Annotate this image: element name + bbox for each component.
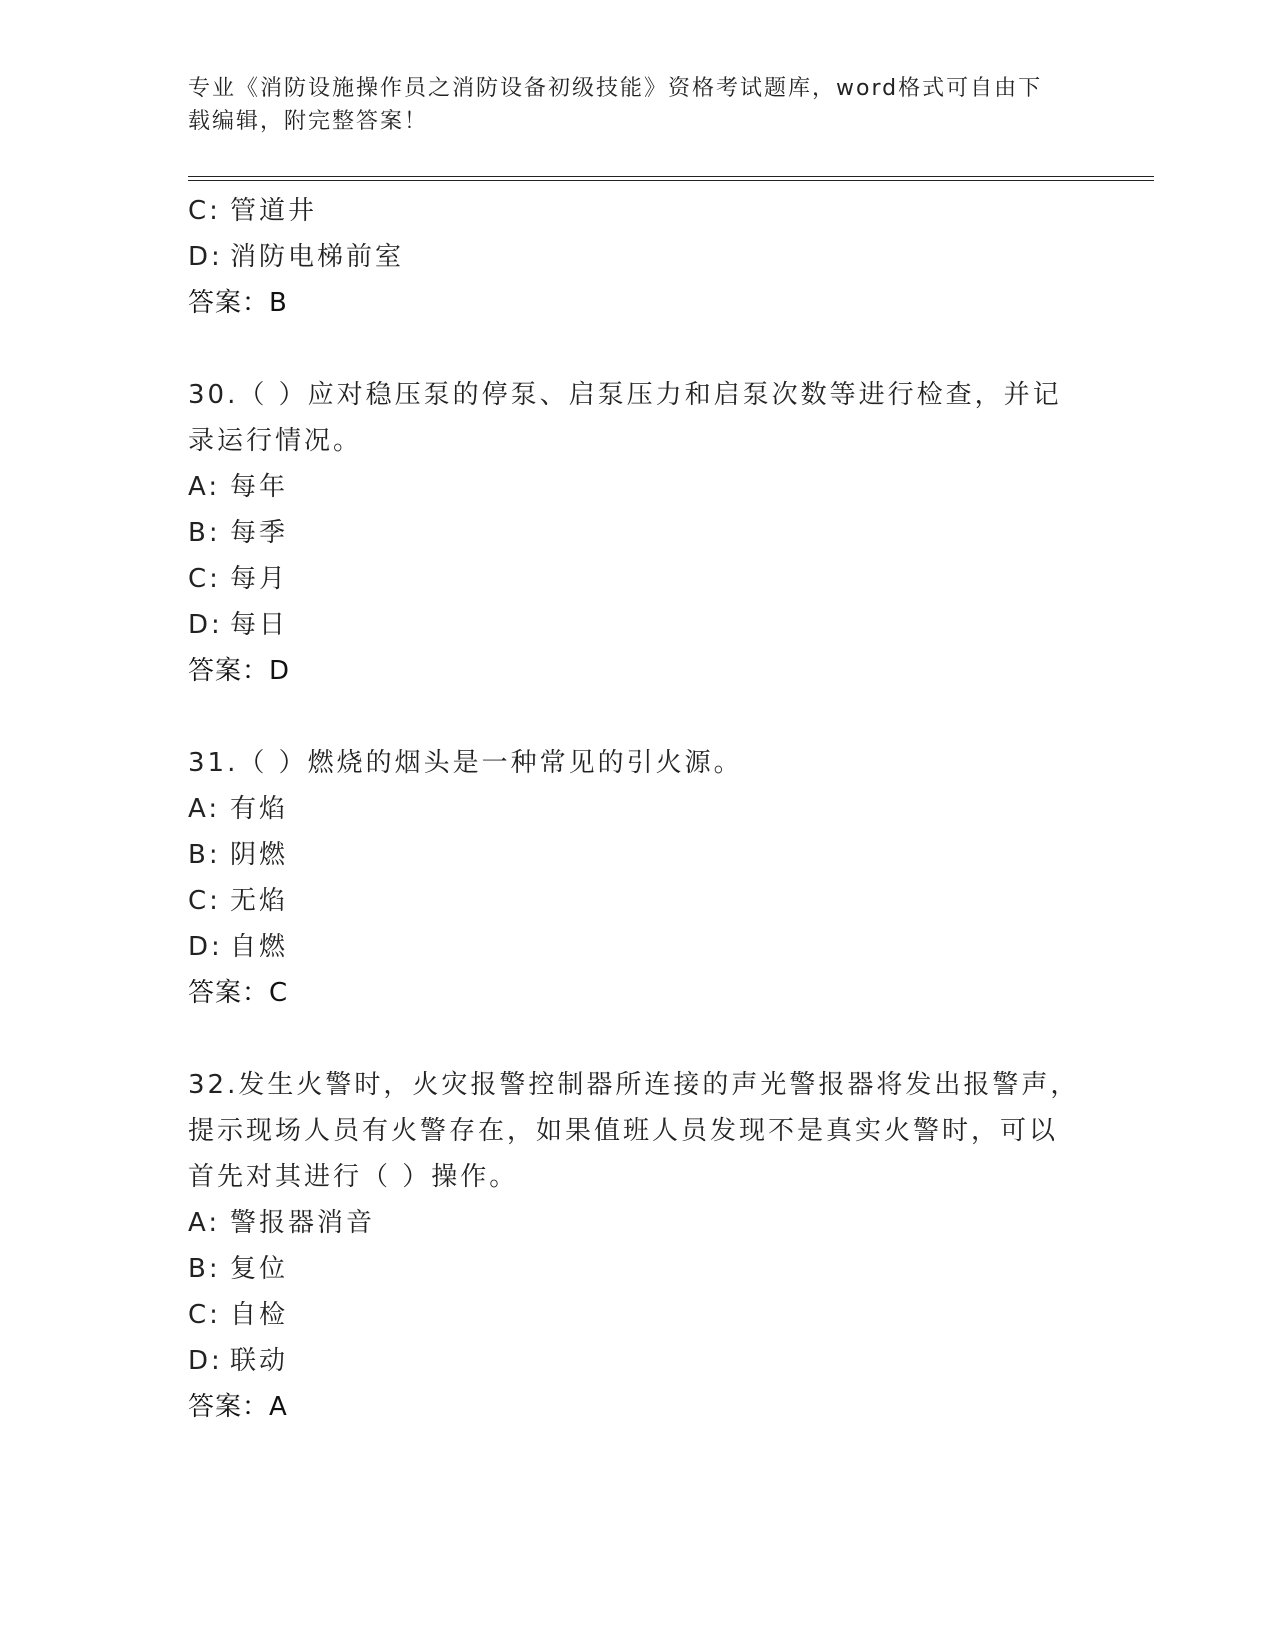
question-content [188,188,1088,1430]
option-c [188,556,1088,602]
option-text: 无焰 [230,886,289,916]
option-d [188,1338,1088,1384]
header-line-1: 专业《消防设施操作员之消防设备初级技能》资格考试题库，word格式可自由下 [188,76,1043,101]
question-stem-line: 31.（ ）燃烧的烟头是一种常见的引火源。 [188,748,743,778]
answer-line: 答案：B [188,288,288,318]
option-text: 每日 [230,610,289,640]
option-text: 管道井 [230,196,318,226]
option-text: 自燃 [230,932,289,962]
question-30 [188,372,1088,694]
header-line-2: 载编辑，附完整答案！ [188,109,429,134]
option-letter: C: [188,196,221,226]
option-text: 每季 [230,518,289,548]
answer-line: 答案：D [188,656,291,686]
option-text: 复位 [230,1254,289,1284]
option-letter: B: [188,518,221,548]
option-b [188,832,1088,878]
option-text: 警报器消音 [230,1208,376,1238]
question-stem-line: 30.（ ）应对稳压泵的停泵、启泵压力和启泵次数等进行检查，并记 [188,380,1062,410]
question-stem-line: 32.发生火警时，火灾报警控制器所连接的声光警报器将发出报警声， [188,1070,1080,1100]
option-letter: B: [188,840,221,870]
option-letter: A: [188,794,221,824]
option-letter: C: [188,564,221,594]
option-c [188,878,1088,924]
option-letter: D: [188,242,223,272]
option-letter: A: [188,1208,221,1238]
question-stem-line: 首先对其进行（ ）操作。 [188,1162,519,1192]
option-text: 每月 [230,564,289,594]
answer-line: 答案：C [188,978,289,1008]
option-a [188,786,1088,832]
option-text: 消防电梯前室 [230,242,405,272]
option-d [188,602,1088,648]
option-b [188,510,1088,556]
question-29-tail [188,188,1088,326]
option-c [188,1292,1088,1338]
option-letter: C: [188,1300,221,1330]
option-text: 联动 [230,1346,289,1376]
header-divider [188,176,1154,181]
spacer [188,694,1088,740]
option-d [188,234,1088,280]
question-31 [188,740,1088,1016]
question-stem-line: 录运行情况。 [188,426,363,456]
option-c [188,188,1088,234]
option-letter: D: [188,932,223,962]
spacer [188,326,1088,372]
option-a [188,1200,1088,1246]
option-text: 自检 [230,1300,289,1330]
option-b [188,1246,1088,1292]
question-32 [188,1062,1088,1430]
option-letter: A: [188,472,221,502]
page-header [188,72,1088,138]
option-letter: B: [188,1254,221,1284]
option-a [188,464,1088,510]
answer-line: 答案：A [188,1392,288,1422]
option-d [188,924,1088,970]
option-letter: D: [188,1346,223,1376]
option-letter: C: [188,886,221,916]
option-text: 有焰 [230,794,289,824]
spacer [188,1016,1088,1062]
option-text: 每年 [230,472,289,502]
option-text: 阴燃 [230,840,289,870]
option-letter: D: [188,610,223,640]
question-stem-line: 提示现场人员有火警存在，如果值班人员发现不是真实火警时，可以 [188,1116,1059,1146]
